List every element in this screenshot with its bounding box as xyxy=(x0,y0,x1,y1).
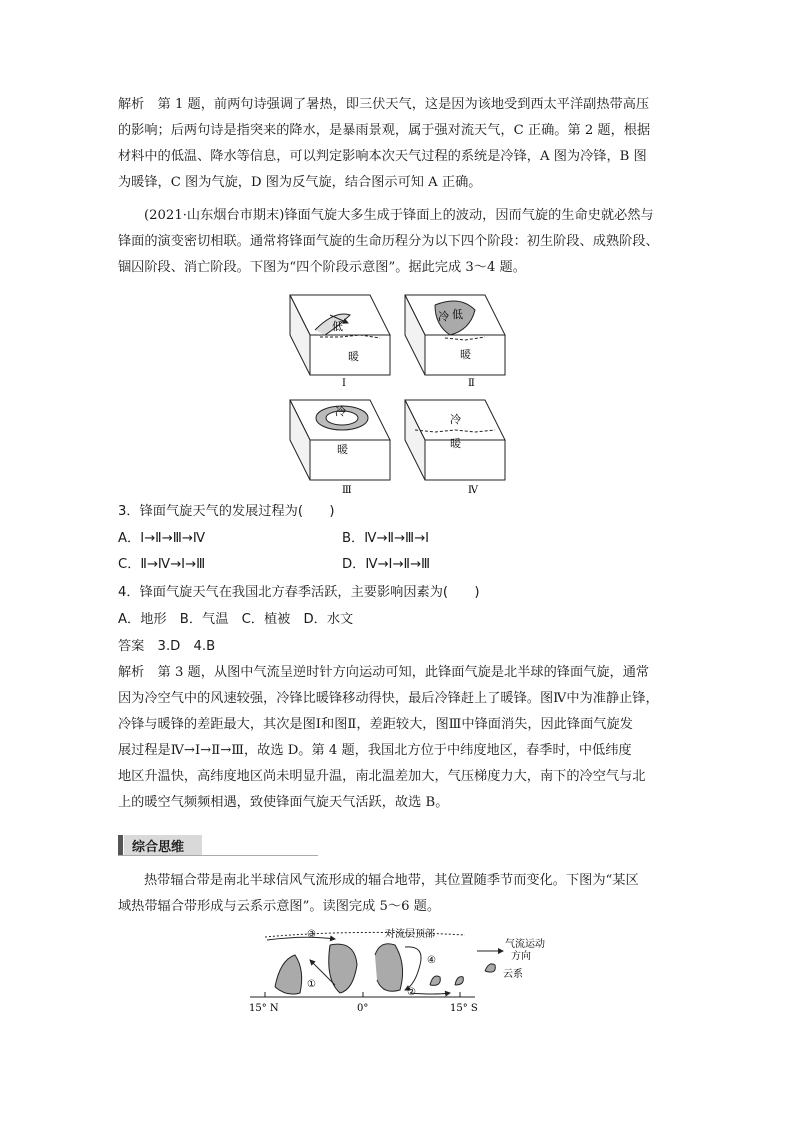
stage-2-box xyxy=(405,295,505,375)
text-line: 锋面的演变密切相联。通常将锋面气旋的生命历程分为以下四个阶段：初生阶段、成熟阶段、 xyxy=(118,234,659,249)
itcz-diagram xyxy=(245,925,565,1020)
warm-label-4: 暖 xyxy=(450,437,461,450)
lat-0-label: 0° xyxy=(357,1003,369,1014)
text-line: 解析 第 1 题，前两句诗强调了暑热，即三伏天气，这是因为该地受到西太平洋副热带高压 xyxy=(118,97,650,112)
text-line: 锢囚阶段、消亡阶段。下图为“四个阶段示意图”。据此完成 3～4 题。 xyxy=(118,260,526,275)
intro-paragraph-3-4 xyxy=(118,203,674,281)
text-line: 为暖锋，C 图为气旋，D 图为反气旋，结合图示可知 A 正确。 xyxy=(118,175,482,190)
circle-3-label: ③ xyxy=(307,929,316,940)
stage-4-label: Ⅳ xyxy=(468,485,478,496)
question-3-option-a[interactable]: A．Ⅰ→Ⅱ→Ⅲ→Ⅳ xyxy=(118,531,206,546)
question-3-option-d[interactable]: D．Ⅳ→Ⅰ→Ⅱ→Ⅲ xyxy=(342,557,431,572)
text-line: 域热带辐合带形成与云系示意图”。读图完成 5～6 题。 xyxy=(118,899,441,914)
warm-label-2: 暖 xyxy=(460,348,471,361)
section-divider xyxy=(118,855,318,856)
analysis-paragraph-2 xyxy=(118,660,674,816)
section-bar xyxy=(118,835,123,855)
text-line: 因为冷空气中的风速较强，冷锋比暖锋移动得快，最后冷锋赶上了暖锋。图Ⅳ中为准静止锋， xyxy=(118,691,659,706)
text-line: 解析 第 3 题，从图中气流呈逆时针方向运动可知，此锋面气旋是北半球的锋面气旋，通常 xyxy=(118,665,650,680)
question-3-stem: 3．锋面气旋天气的发展过程为( ) xyxy=(118,504,335,519)
low-label-1: 低 xyxy=(332,320,343,333)
section-title: 综合思维 xyxy=(132,840,185,855)
stage-1-label: Ⅰ xyxy=(342,378,346,389)
lat-15n-label: 15° N xyxy=(249,1003,279,1014)
text-line: 上的暖空气频频相遇，致使锋面气旋天气活跃，故选 B。 xyxy=(118,795,449,810)
warm-label-3: 暖 xyxy=(337,443,348,456)
text-line: (2021·山东烟台市期末)锋面气旋大多生成于锋面上的波动，因而气旋的生命史就必然与 xyxy=(144,208,654,223)
circle-2-label: ② xyxy=(407,987,416,998)
text-line: 展过程是Ⅳ→Ⅰ→Ⅱ→Ⅲ，故选 D。第 4 题，我国北方位于中纬度地区，春季时，中低纬度 xyxy=(118,743,632,758)
stage-3-label: Ⅲ xyxy=(342,485,352,496)
legend-cloud-label: 云系 xyxy=(503,969,523,980)
analysis-paragraph-1 xyxy=(118,92,674,196)
stage-2-label: Ⅱ xyxy=(468,378,475,389)
text-line: 地区升温快，高纬度地区尚未明显升温，南北温差加大，气压梯度力大，南下的冷空气与北 xyxy=(118,769,646,784)
intro-paragraph-5-6 xyxy=(118,868,674,920)
low-label-2: 低 xyxy=(452,308,463,321)
text-line: 的影响；后两句诗是指突来的降水，是暴雨景观，属于强对流天气，C 正确。第 2 题，根据 xyxy=(118,123,651,138)
question-4-stem: 4．锋面气旋天气在我国北方春季活跃，主要影响因素为( ) xyxy=(118,585,480,600)
legend-flow-line1: 气流运动 xyxy=(505,939,545,950)
lat-15s-label: 15° S xyxy=(450,1003,478,1014)
text-line: 热带辐合带是南北半球信风气流形成的辐合地带，其位置随季节而变化。下图为“某区 xyxy=(144,873,639,888)
question-4-options[interactable]: A．地形 B．气温 C．植被 D．水文 xyxy=(118,612,354,627)
question-3-option-b[interactable]: B．Ⅳ→Ⅱ→Ⅲ→Ⅰ xyxy=(342,531,430,546)
question-3-option-c[interactable]: C．Ⅱ→Ⅳ→Ⅰ→Ⅲ xyxy=(118,557,206,572)
circle-4-label: ④ xyxy=(427,955,436,966)
circle-1-label: ① xyxy=(307,979,316,990)
legend-flow-line2: 方向 xyxy=(511,951,531,962)
four-stage-diagram xyxy=(280,290,520,500)
section-header xyxy=(118,834,318,856)
answer-line: 答案 3.D 4.B xyxy=(118,639,216,654)
cold-label-4: 冷 xyxy=(450,413,461,426)
text-line: 冷锋与暖锋的差距最大，其次是图Ⅰ和图Ⅱ，差距较大，图Ⅲ中锋面消失，因此锋面气旋发 xyxy=(118,717,633,732)
cold-label-2: 冷 xyxy=(438,310,449,323)
text-line: 材料中的低温、降水等信息，可以判定影响本次天气过程的系统是冷锋，A 图为冷锋，B 图 xyxy=(118,149,647,164)
stage-1-box xyxy=(290,295,390,375)
troposphere-top-label: 对流层顶部 xyxy=(385,929,435,940)
warm-label-1: 暖 xyxy=(348,350,359,363)
cold-label-3: 冷 xyxy=(335,405,346,418)
